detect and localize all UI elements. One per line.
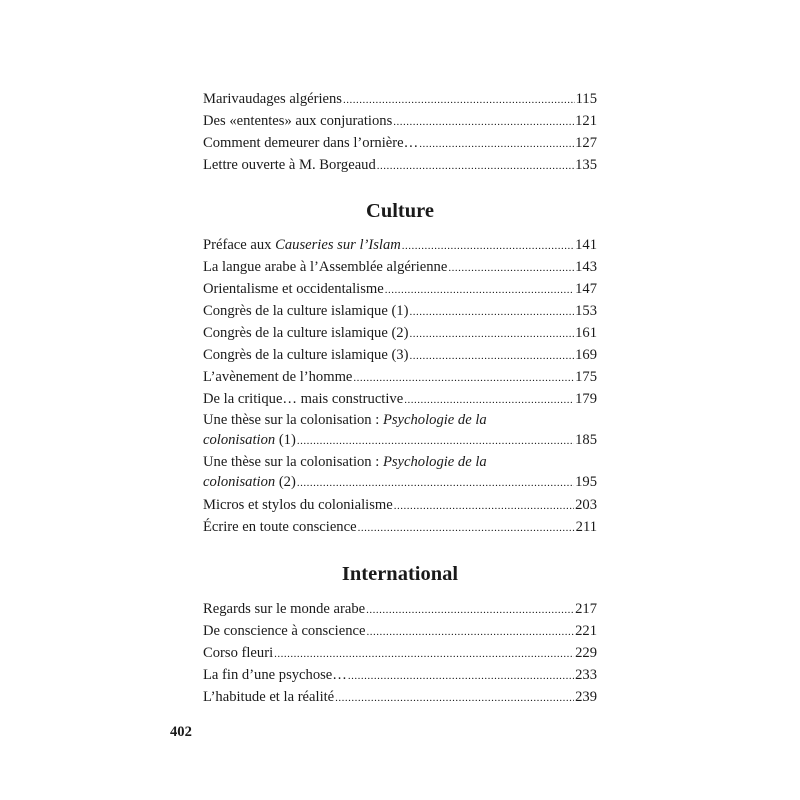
dot-leader — [393, 111, 574, 133]
toc-entry-title: La fin d’une psychose… — [203, 667, 347, 683]
toc-entry — [203, 642, 597, 664]
toc-entry — [203, 322, 597, 344]
toc-entry — [203, 686, 597, 708]
dot-leader — [448, 257, 574, 279]
toc-entry-title: Lettre ouverte à M. Borgeaud — [203, 157, 376, 173]
dot-leader — [335, 687, 574, 709]
toc-entry-title: L’habitude et la réalité — [203, 689, 335, 705]
toc-entry-page: 217 — [575, 601, 597, 617]
toc-entry-title: Corso fleuri — [203, 645, 274, 661]
toc-entry-title: De la critique… mais constructive — [203, 391, 404, 407]
toc-entry-title: Comment demeurer dans l’ornière… — [203, 135, 419, 151]
toc-entry-title-line1: Une thèse sur la colonisation : Psychologie de la — [203, 412, 487, 428]
toc-entry — [203, 388, 597, 410]
toc-entry-title-line2: colonisation (1) ..... 185 — [203, 430, 597, 450]
toc-entry-title: Congrès de la culture islamique (3) — [203, 347, 409, 363]
toc-entry-title: L’avènement de l’homme — [203, 369, 353, 385]
toc-entry-page: 143 — [575, 259, 597, 275]
toc-entry-page: 115 — [575, 91, 597, 107]
dot-leader — [297, 431, 574, 451]
toc-entry — [203, 516, 597, 538]
section-heading-culture: Culture — [366, 200, 434, 222]
toc-entry-title-line1: Une thèse sur la colonisation : Psychologie de la — [203, 454, 487, 470]
toc-entry-page: 185 — [575, 432, 597, 448]
dot-leader — [419, 133, 574, 155]
toc-entry-page: 169 — [575, 347, 597, 363]
toc-entry — [203, 452, 597, 492]
toc-entry-page: 179 — [575, 391, 597, 407]
toc-entry — [203, 110, 597, 132]
dot-leader — [377, 155, 574, 177]
dot-leader — [353, 367, 574, 389]
toc-entry — [203, 278, 597, 300]
toc-entry — [203, 664, 597, 686]
toc-entry-page: 203 — [575, 497, 597, 513]
toc-entry-title: Orientalisme et occidentalisme — [203, 281, 384, 297]
dot-leader — [358, 517, 575, 539]
toc-entry-page: 153 — [575, 303, 597, 319]
toc-entry-page: 211 — [575, 519, 597, 535]
dot-leader — [404, 389, 574, 411]
toc-entry-page: 195 — [575, 474, 597, 490]
toc-block-international — [203, 598, 597, 708]
toc-entry-page: 161 — [575, 325, 597, 341]
toc-entry-title: Écrire en toute conscience — [203, 519, 357, 535]
dot-leader — [394, 495, 574, 517]
toc-entry-page: 121 — [575, 113, 597, 129]
toc-entry-title: Marivaudages algériens — [203, 91, 342, 107]
toc-entry-title: Micros et stylos du colonialisme — [203, 497, 393, 513]
dot-leader — [402, 235, 574, 257]
toc-entry-page: 147 — [575, 281, 597, 297]
dot-leader — [409, 345, 574, 367]
toc-entry-title: Congrès de la culture islamique (2) — [203, 325, 409, 341]
toc-entry — [203, 88, 597, 110]
toc-entry-title: Préface aux Causeries sur l’Islam — [203, 237, 401, 253]
toc-entry — [203, 598, 597, 620]
toc-entry-page: 239 — [575, 689, 597, 705]
dot-leader — [409, 301, 574, 323]
page-number: 402 — [170, 724, 192, 740]
section-heading-international: International — [341, 563, 459, 585]
dot-leader — [366, 599, 574, 621]
toc-entry-page: 141 — [575, 237, 597, 253]
dot-leader — [297, 473, 574, 493]
toc-entry-title-line2: colonisation (2) ..... 195 — [203, 472, 597, 492]
toc-entry — [203, 256, 597, 278]
toc-entry-title: Regards sur le monde arabe — [203, 601, 366, 617]
toc-entry-title: Congrès de la culture islamique (1) — [203, 303, 409, 319]
toc-entry-page: 175 — [575, 369, 597, 385]
toc-entry — [203, 234, 597, 256]
toc-block-culture — [203, 234, 597, 538]
dot-leader — [348, 665, 574, 687]
toc-entry-title: Des «ententes» aux conjurations — [203, 113, 393, 129]
dot-leader — [274, 643, 574, 665]
toc-entry — [203, 410, 597, 450]
toc-entry-page: 229 — [575, 645, 597, 661]
dot-leader — [366, 621, 574, 643]
toc-entry-page: 127 — [575, 135, 597, 151]
dot-leader — [385, 279, 574, 301]
toc-entry-page: 233 — [575, 667, 597, 683]
toc-entry — [203, 620, 597, 642]
toc-entry — [203, 132, 597, 154]
toc-entry — [203, 300, 597, 322]
toc-entry — [203, 494, 597, 516]
toc-entry-title: La langue arabe à l’Assemblée algérienne — [203, 259, 448, 275]
toc-entry-title: De conscience à conscience — [203, 623, 366, 639]
toc-entry — [203, 366, 597, 388]
toc-entry — [203, 344, 597, 366]
toc-block-politics — [203, 88, 597, 176]
toc-entry — [203, 154, 597, 176]
dot-leader — [409, 323, 574, 345]
dot-leader — [343, 89, 575, 111]
toc-entry-page: 135 — [575, 157, 597, 173]
toc-entry-page: 221 — [575, 623, 597, 639]
